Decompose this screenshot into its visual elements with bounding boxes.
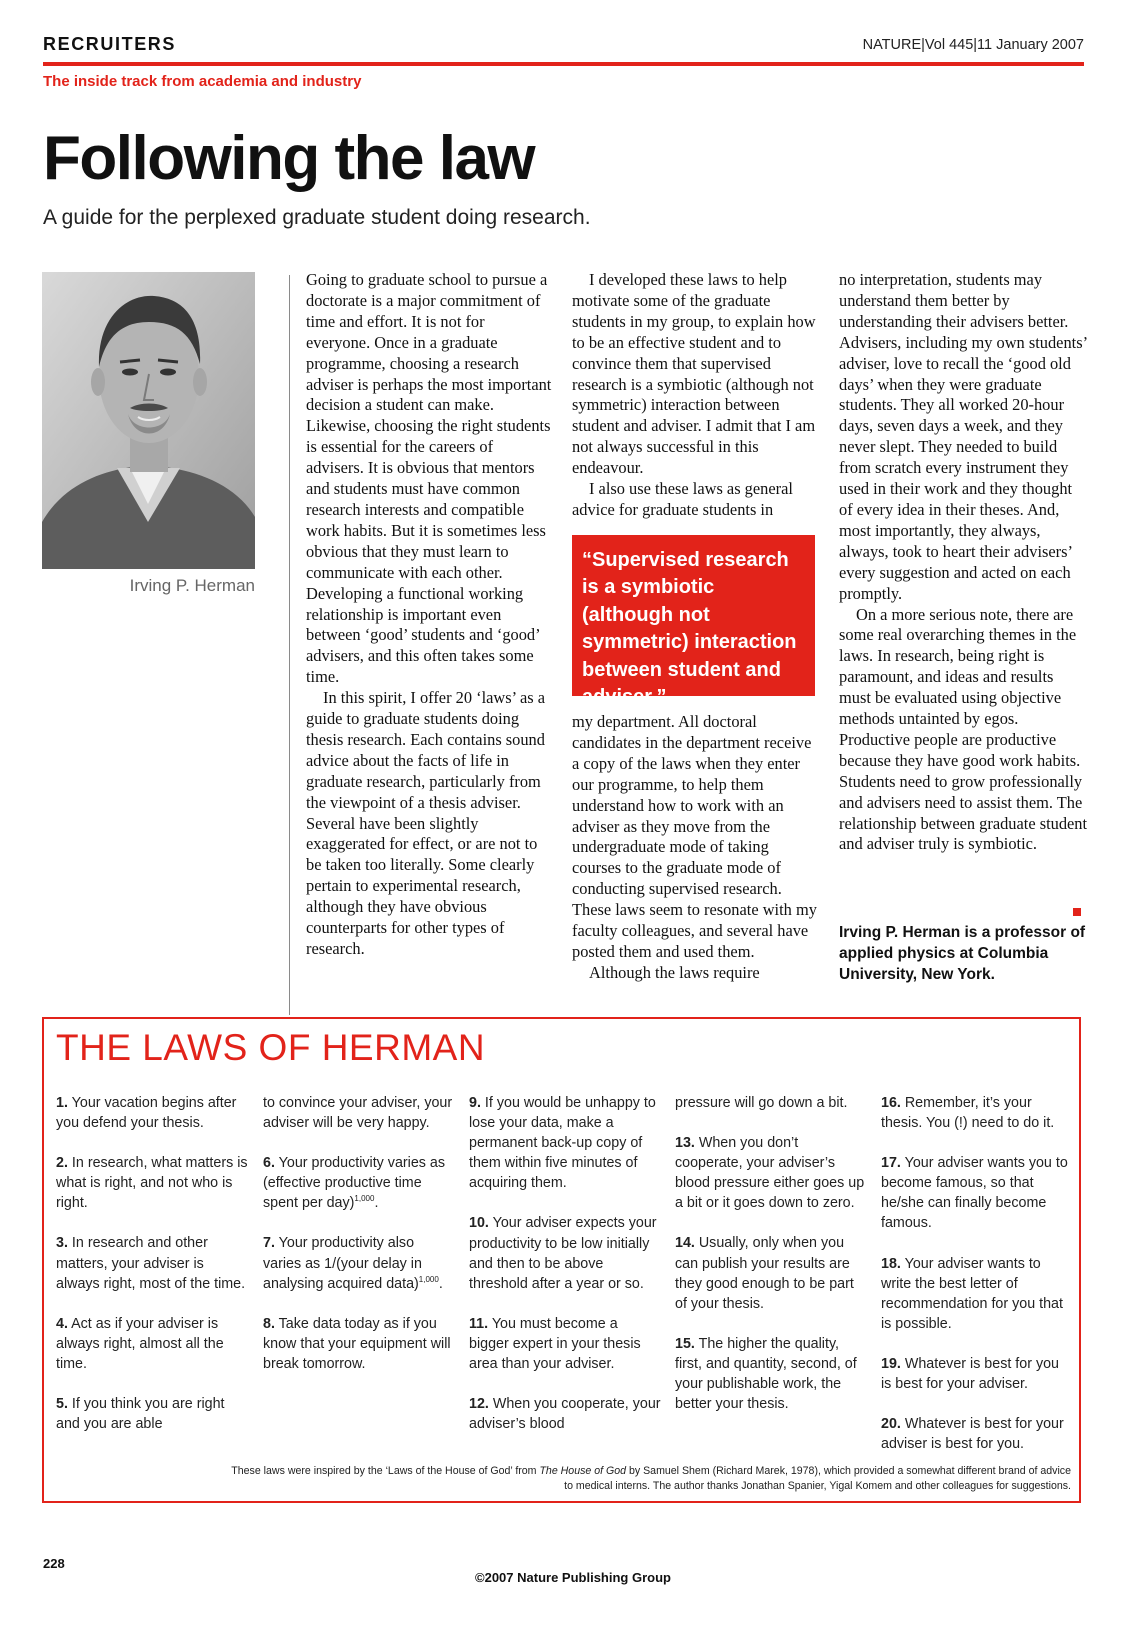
law-item: 13. When you don’t cooperate, your adviser’s blood pressure either goes up a bit or it goes down to zero. — [675, 1135, 865, 1212]
law-item: 8. Take data today as if you know that your equipment will break tomorrow. — [263, 1315, 451, 1372]
laws-column-4 — [675, 1093, 867, 1434]
body-paragraph: Although the laws require — [589, 962, 760, 982]
law-item: 17. Your adviser wants you to become famous, so that he/she can finally become famous. — [881, 1155, 1068, 1232]
law-item: 4. Act as if your adviser is always right, almost all the time. — [56, 1315, 224, 1372]
body-paragraph: Going to graduate school to pursue a doctorate is a major commitment of time and effort. It is not for everyone. Once in a graduate programme, choosing a research adviser is perhaps the most important decision a student can make. Likewise, choosing the right students is essential for the careers of advisers. It is obvious that mentors and students must have common research interests and compatible work habits. But it is sometimes less obvious that they must learn to communicate with each other. Developing a functional working relationship is important even between ‘good’ students and ‘good’ advisers, and this often takes some time. — [306, 270, 552, 687]
law-item: pressure will go down a bit. — [675, 1095, 848, 1111]
section-label: RECRUITERS — [43, 34, 177, 54]
law-item: 12. When you cooperate, your adviser’s blood — [469, 1396, 661, 1433]
law-item: 15. The higher the quality, first, and quantity, second, of your publishable work, the better your thesis. — [675, 1335, 857, 1413]
law-item: 5. If you think you are right and you are able — [56, 1396, 225, 1433]
body-paragraph: no interpretation, students may understand them better by understanding their advisers better. Advisers, including my own students’ adviser, love to recall the ‘good old days’ when they were graduate students. They all worked 20-hour days, seven days a week, and they never slept. They needed to build from scratch every instrument they used in their work and they thought of every idea in their theses. And, most importantly, they always, always, took to heart their advisers’ every suggestion and acted on each promptly. — [839, 270, 1087, 603]
photo-caption: Irving P. Herman — [129, 576, 255, 595]
law-item: 11. You must become a bigger expert in your thesis area than your adviser. — [469, 1315, 641, 1373]
laws-column-1 — [56, 1093, 248, 1454]
author-photo — [42, 272, 255, 569]
body-paragraph: On a more serious note, there are some real overarching themes in the laws. In research, being right is paramount, and ideas and results must be evaluated using objective methods untainted by egos. Productive people are productive because they have good work habits. Students need to grow professionally and advisers need to assist them. The relationship between graduate student and adviser truly is symbiotic. — [839, 604, 1088, 854]
pull-quote-text: “Supervised research is a symbiotic (although not symmetric) interaction between student and adviser.” — [582, 549, 797, 709]
author-portrait-image — [42, 272, 255, 569]
section-tagline: The inside track from academia and industry — [43, 73, 362, 90]
laws-column-5 — [881, 1093, 1073, 1474]
body-column-2-top — [572, 270, 818, 521]
law-item: 14. Usually, only when you can publish your results are they good enough to be part of your thesis. — [675, 1235, 854, 1312]
end-mark — [1073, 908, 1081, 916]
body-paragraph: I also use these laws as general advice for graduate students in — [572, 479, 793, 519]
law-item: 6. Your productivity varies as (effective productive time spent per day)$^{1,000}$. — [263, 1155, 446, 1212]
header-rule — [43, 62, 1084, 66]
law-item: 19. Whatever is best for you is best for your adviser. — [881, 1355, 1060, 1393]
law-item: 1. Your vacation begins after you defend your thesis. — [56, 1095, 237, 1132]
law-item: 9. If you would be unhappy to lose your data, make a permanent back-up copy of them within five minutes of acquiring them. — [469, 1095, 656, 1192]
law-item: to convince your adviser, your adviser will be very happy. — [263, 1095, 453, 1132]
law-item: 7. Your productivity also varies as 1/(your delay in analysing acquired data)$^{1,000}$. — [263, 1235, 443, 1292]
law-item: 2. In research, what matters is what is right, and not who is right. — [56, 1155, 248, 1212]
column-divider — [289, 275, 290, 1015]
page-number: 228 — [43, 1556, 65, 1571]
law-item: 18. Your adviser wants to write the best letter of recommendation for you that is possible. — [881, 1255, 1063, 1332]
law-item: 20. Whatever is best for your adviser is best for you. — [881, 1416, 1064, 1453]
laws-footnote: These laws were inspired by the ‘Laws of the House of God’ from The House of God by Samuel Shem (Richard Marek, 1978), which provided a somewhat different brand of advice to medical interns. The author thanks Jonathan Spanier, Yigal Komem and other colleagues for suggestions. — [231, 1465, 1071, 1492]
issue-info: NATURE|Vol 445|11 January 2007 — [862, 37, 1084, 53]
law-item: 10. Your adviser expects your productivity to be low initially and then to be above threshold after a year or so. — [469, 1215, 657, 1292]
body-paragraph: I developed these laws to help motivate some of the graduate students in my group, to explain how to be an effective student and to convince them that supervised research is a symbiotic (although not symmetric) interaction between student and adviser. I admit that I am not always successful in this endeavour. — [572, 270, 816, 478]
laws-title: THE LAWS OF HERMAN — [56, 1027, 486, 1068]
article-subtitle: A guide for the perplexed graduate student doing research. — [43, 206, 591, 229]
body-column-3 — [839, 270, 1089, 855]
law-item: 16. Remember, it’s your thesis. You (!) need to do it. — [881, 1095, 1055, 1132]
body-column-2-bottom — [572, 712, 818, 984]
pull-quote — [572, 535, 815, 709]
laws-column-2 — [263, 1093, 455, 1394]
body-column-1 — [306, 270, 552, 960]
laws-column-3 — [469, 1093, 661, 1454]
article-title: Following the law — [43, 124, 535, 193]
author-bio: Irving P. Herman is a professor of applied physics at Columbia University, New York. — [839, 924, 1086, 983]
body-paragraph: In this spirit, I offer 20 ‘laws’ as a guide to graduate students doing thesis research. Each contains sound advice about the facts of life in graduate research, particularly from the viewpoint of a thesis adviser. Several have been slightly exaggerated for effect, or are not to be taken too literally. Some clearly pertain to experimental research, although they have obvious counterparts for other types of research. — [306, 688, 545, 958]
copyright-notice: ©2007 Nature Publishing Group — [475, 1570, 671, 1585]
law-item: 3. In research and other matters, your adviser is always right, most of the time. — [56, 1235, 246, 1292]
body-paragraph: my department. All doctoral candidates in the department receive a copy of the laws when they enter our programme, to help them understand how to work with an adviser as they move from the undergraduate mode of taking courses to the graduate mode of conducting supervised research. These laws seem to resonate with my faculty colleagues, and several have posted them and used them. — [572, 712, 817, 961]
